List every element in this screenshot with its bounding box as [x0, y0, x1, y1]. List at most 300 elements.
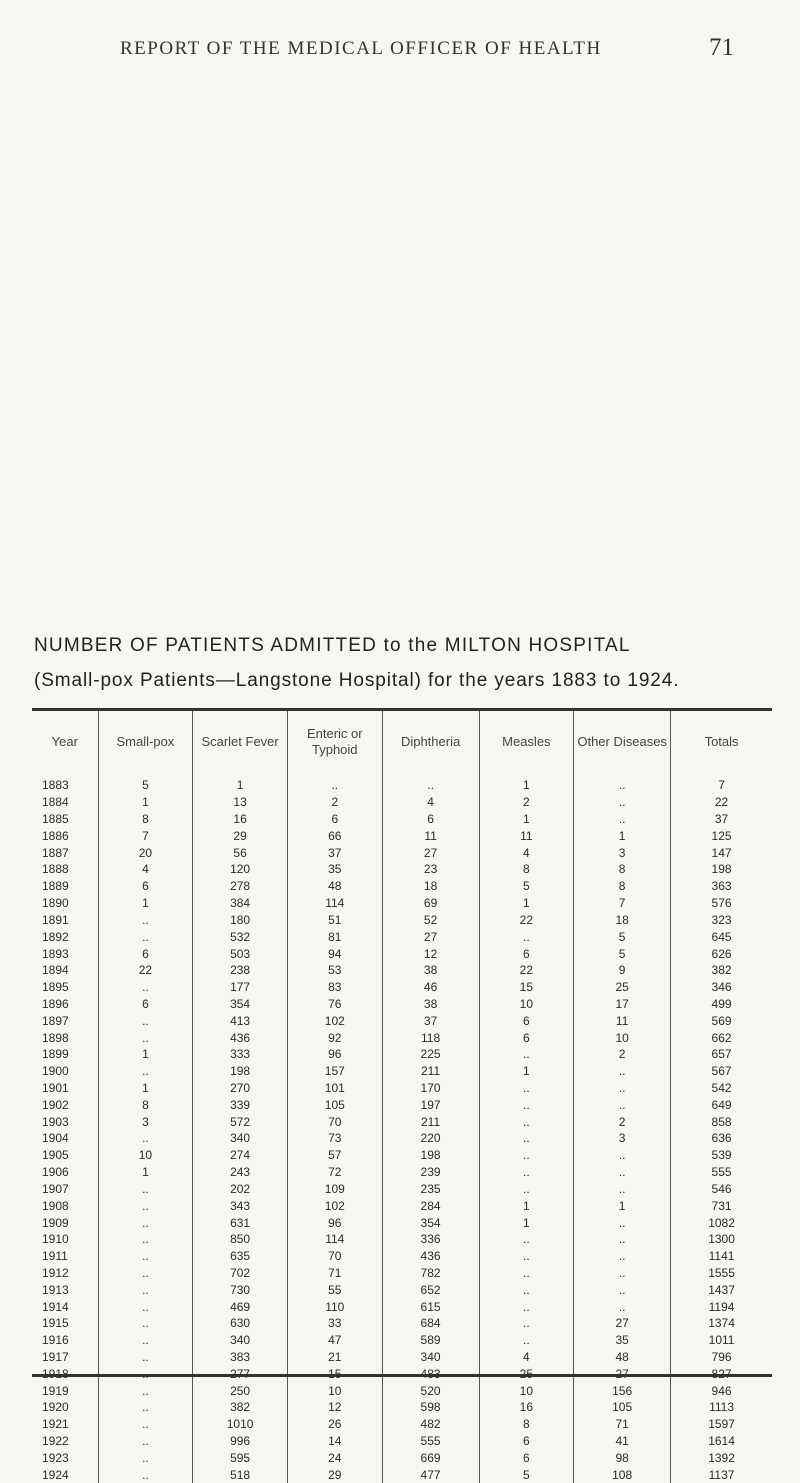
table-cell: 649 [671, 1096, 772, 1113]
table-cell: 8 [574, 878, 671, 895]
year-cell: 1920 [42, 1400, 69, 1415]
table-row [32, 1248, 772, 1265]
table-cell: 340 [382, 1349, 479, 1366]
table-cell: 27 [382, 928, 479, 945]
table-cell: 539 [671, 1147, 772, 1164]
column-header: Other Diseases [574, 711, 671, 773]
year-cell: 1895 [42, 980, 69, 995]
table-cell: .. [98, 1063, 193, 1080]
column-header: Scarlet Fever [193, 711, 288, 773]
year-cell: 1915 [42, 1316, 69, 1331]
table-cell: 731 [671, 1197, 772, 1214]
table-cell: 105 [287, 1096, 382, 1113]
table-cell: 782 [382, 1265, 479, 1282]
table-cell: 57 [287, 1147, 382, 1164]
table-cell: 16 [479, 1399, 574, 1416]
year-cell: 1894 [42, 963, 69, 978]
table-cell: 27 [382, 844, 479, 861]
table-cell: .. [479, 1147, 574, 1164]
table-row [32, 878, 772, 895]
table-cell: 13 [193, 794, 288, 811]
table-cell: .. [98, 1466, 193, 1483]
table-row [32, 1231, 772, 1248]
column-header: Measles [479, 711, 574, 773]
table-cell: 8 [479, 861, 574, 878]
table-cell: 11 [479, 827, 574, 844]
table-cell: 15 [479, 979, 574, 996]
table-cell: 645 [671, 928, 772, 945]
table-row [32, 1450, 772, 1467]
table-cell: 4 [479, 1349, 574, 1366]
table-cell: .. [382, 773, 479, 794]
table-cell: 684 [382, 1315, 479, 1332]
table-cell: 125 [671, 827, 772, 844]
year-cell: 1888 [42, 862, 69, 877]
table-cell: .. [574, 794, 671, 811]
table-cell: .. [98, 1399, 193, 1416]
table-cell: 542 [671, 1080, 772, 1097]
table-cell: 1 [98, 1080, 193, 1097]
table-cell: 35 [574, 1332, 671, 1349]
table-row [32, 861, 772, 878]
table-cell: 239 [382, 1164, 479, 1181]
table-cell: 2 [574, 1113, 671, 1130]
table-cell: 56 [193, 844, 288, 861]
table-cell: 10 [479, 1382, 574, 1399]
table-cell: 38 [382, 996, 479, 1013]
table-cell: 6 [479, 1029, 574, 1046]
table-cell: 198 [193, 1063, 288, 1080]
table-cell: 10 [479, 996, 574, 1013]
table-cell: 615 [382, 1298, 479, 1315]
table-cell: 1 [479, 1214, 574, 1231]
table-cell: 946 [671, 1382, 772, 1399]
year-cell: 1904 [42, 1131, 69, 1146]
table-cell: 6 [479, 1012, 574, 1029]
table-cell: 1 [193, 773, 288, 794]
table-cell: 220 [382, 1130, 479, 1147]
year-cell: 1892 [42, 929, 69, 944]
table-cell: 6 [479, 1450, 574, 1467]
table-cell: 631 [193, 1214, 288, 1231]
table-cell: 198 [382, 1147, 479, 1164]
table-cell: 5 [479, 1466, 574, 1483]
table-cell: 110 [287, 1298, 382, 1315]
admissions-table [32, 711, 772, 1483]
year-cell: 1909 [42, 1215, 69, 1230]
table-cell: 730 [193, 1281, 288, 1298]
table-cell: 469 [193, 1298, 288, 1315]
year-cell: 1919 [42, 1383, 69, 1398]
table-cell: 576 [671, 895, 772, 912]
table-cell: 1 [479, 773, 574, 794]
table-subtitle: (Small-pox Patients—Langstone Hospital) for the years 1883 to 1924. [34, 670, 680, 691]
table-cell: .. [98, 1332, 193, 1349]
table-cell: 29 [193, 827, 288, 844]
table-cell: 630 [193, 1315, 288, 1332]
table-cell: 1141 [671, 1248, 772, 1265]
table-cell: 354 [193, 996, 288, 1013]
year-cell: 1911 [42, 1249, 68, 1264]
table-cell: 5 [574, 945, 671, 962]
table-cell: 105 [574, 1399, 671, 1416]
table-cell: 572 [193, 1113, 288, 1130]
table-row [32, 1349, 772, 1366]
table-cell: 46 [382, 979, 479, 996]
table-cell: 1392 [671, 1450, 772, 1467]
table-cell: 1374 [671, 1315, 772, 1332]
table-row [32, 1080, 772, 1097]
table-cell: 18 [382, 878, 479, 895]
table-title: NUMBER OF PATIENTS ADMITTED to the MILTON HOSPITAL [34, 635, 631, 656]
table-cell: 94 [287, 945, 382, 962]
table-cell: 4 [479, 844, 574, 861]
table-row [32, 996, 772, 1013]
table-cell: 3 [574, 1130, 671, 1147]
table-cell: .. [479, 1298, 574, 1315]
table-cell: 8 [98, 811, 193, 828]
table-cell: 238 [193, 962, 288, 979]
table-cell: .. [479, 1315, 574, 1332]
table-cell: 27 [574, 1315, 671, 1332]
table-cell: .. [574, 1096, 671, 1113]
table-cell: 6 [382, 811, 479, 828]
table-cell: .. [98, 1416, 193, 1433]
table-cell: 595 [193, 1450, 288, 1467]
table-cell: 1010 [193, 1416, 288, 1433]
table-cell: .. [479, 1231, 574, 1248]
table-cell: 66 [287, 827, 382, 844]
table-cell: 520 [382, 1382, 479, 1399]
year-cell: 1906 [42, 1165, 69, 1180]
table-cell: 202 [193, 1181, 288, 1198]
table-cell: 22 [98, 962, 193, 979]
table-row [32, 844, 772, 861]
table-cell: 250 [193, 1382, 288, 1399]
table-cell: 8 [574, 861, 671, 878]
table-cell: 29 [287, 1466, 382, 1483]
year-cell: 1908 [42, 1198, 69, 1213]
year-cell: 1887 [42, 845, 69, 860]
column-header: Year [51, 734, 78, 749]
table-cell: .. [98, 1214, 193, 1231]
table-cell: 1 [98, 895, 193, 912]
year-cell: 1917 [42, 1350, 69, 1365]
table-cell: 211 [382, 1063, 479, 1080]
table-cell: 10 [574, 1029, 671, 1046]
table-row [32, 1029, 772, 1046]
table-row [32, 962, 772, 979]
table-cell: 76 [287, 996, 382, 1013]
table-row [32, 1130, 772, 1147]
table-row [32, 1298, 772, 1315]
table-cell: 343 [193, 1197, 288, 1214]
table-cell: .. [98, 1248, 193, 1265]
table-cell: 354 [382, 1214, 479, 1231]
table-cell: 37 [287, 844, 382, 861]
table-cell: 53 [287, 962, 382, 979]
table-cell: 339 [193, 1096, 288, 1113]
table-cell: 436 [193, 1029, 288, 1046]
table-cell: 6 [479, 1433, 574, 1450]
table-cell: .. [479, 1281, 574, 1298]
table-cell: 73 [287, 1130, 382, 1147]
table-cell: 5 [98, 773, 193, 794]
table-cell: 81 [287, 928, 382, 945]
table-cell: 47 [287, 1332, 382, 1349]
table-cell: 69 [382, 895, 479, 912]
table-row [32, 827, 772, 844]
table-cell: .. [98, 1382, 193, 1399]
year-cell: 1898 [42, 1030, 69, 1045]
table-cell: 1194 [671, 1298, 772, 1315]
table-cell: 1 [574, 1197, 671, 1214]
year-cell: 1902 [42, 1097, 69, 1112]
table-cell: 1 [479, 895, 574, 912]
table-row [32, 1382, 772, 1399]
table-cell: .. [98, 928, 193, 945]
table-cell: 518 [193, 1466, 288, 1483]
table-cell: 11 [574, 1012, 671, 1029]
table-cell: 24 [287, 1450, 382, 1467]
table-cell: 383 [193, 1349, 288, 1366]
table-cell: 796 [671, 1349, 772, 1366]
table-cell: .. [287, 773, 382, 794]
table-cell: 499 [671, 996, 772, 1013]
table-cell: 340 [193, 1332, 288, 1349]
table-cell: 109 [287, 1181, 382, 1198]
year-cell: 1900 [42, 1064, 69, 1079]
table-cell: 6 [98, 945, 193, 962]
table-cell: .. [98, 1012, 193, 1029]
table-cell: 170 [382, 1080, 479, 1097]
table-cell: 25 [574, 979, 671, 996]
year-cell: 1922 [42, 1434, 69, 1449]
table-cell: .. [574, 1231, 671, 1248]
year-cell: 1914 [42, 1299, 69, 1314]
table-row [32, 1399, 772, 1416]
table-cell: 72 [287, 1164, 382, 1181]
table-cell: 482 [382, 1416, 479, 1433]
table-cell: 18 [574, 912, 671, 929]
table-cell: .. [574, 1080, 671, 1097]
table-cell: 12 [382, 945, 479, 962]
table-cell: 55 [287, 1281, 382, 1298]
table-cell: .. [98, 1298, 193, 1315]
table-row [32, 1113, 772, 1130]
table-cell: 6 [479, 945, 574, 962]
table-cell: 6 [287, 811, 382, 828]
table-cell: 11 [382, 827, 479, 844]
column-header: Enteric or Typhoid [287, 711, 382, 773]
table-cell: 108 [574, 1466, 671, 1483]
table-cell: .. [98, 1265, 193, 1282]
table-cell: 48 [574, 1349, 671, 1366]
table-cell: 7 [671, 773, 772, 794]
table-cell: 26 [287, 1416, 382, 1433]
table-cell: 2 [287, 794, 382, 811]
year-cell: 1896 [42, 996, 69, 1011]
year-cell: 1886 [42, 828, 69, 843]
table-cell: .. [479, 1113, 574, 1130]
year-cell: 1901 [42, 1081, 69, 1096]
table-cell: 323 [671, 912, 772, 929]
table-cell: .. [574, 1265, 671, 1282]
year-cell: 1891 [42, 912, 69, 927]
table-cell: 5 [479, 878, 574, 895]
table-cell: .. [574, 1164, 671, 1181]
table-cell: .. [574, 1063, 671, 1080]
table-cell: 669 [382, 1450, 479, 1467]
table-cell: 657 [671, 1046, 772, 1063]
year-cell: 1903 [42, 1114, 69, 1129]
page-number: 71 [709, 34, 734, 61]
table-cell: 413 [193, 1012, 288, 1029]
table-cell: .. [479, 1164, 574, 1181]
table-cell: .. [98, 1281, 193, 1298]
table-cell: 1555 [671, 1265, 772, 1282]
table-cell: 436 [382, 1248, 479, 1265]
table-cell: 702 [193, 1265, 288, 1282]
table-cell: 118 [382, 1029, 479, 1046]
column-header: Totals [671, 711, 772, 773]
table-row [32, 945, 772, 962]
table-cell: 71 [287, 1265, 382, 1282]
table-row [32, 928, 772, 945]
table-cell: .. [479, 1096, 574, 1113]
table-cell: 102 [287, 1197, 382, 1214]
table-cell: 636 [671, 1130, 772, 1147]
table-cell: 114 [287, 1231, 382, 1248]
column-header: Small-pox [98, 711, 193, 773]
table-cell: .. [98, 1231, 193, 1248]
table-cell: .. [98, 912, 193, 929]
table-cell: 177 [193, 979, 288, 996]
table-row [32, 1046, 772, 1063]
table-cell: 92 [287, 1029, 382, 1046]
table-row [32, 1466, 772, 1483]
table-cell: 1011 [671, 1332, 772, 1349]
table-cell: 274 [193, 1147, 288, 1164]
table-cell: 6 [98, 996, 193, 1013]
table-cell: 635 [193, 1248, 288, 1265]
table-row [32, 1012, 772, 1029]
table-cell: 10 [287, 1382, 382, 1399]
table-cell: 996 [193, 1433, 288, 1450]
table-cell: .. [479, 1046, 574, 1063]
table-cell: 333 [193, 1046, 288, 1063]
table-cell: .. [479, 1130, 574, 1147]
column-header: Diphtheria [382, 711, 479, 773]
table-cell: 70 [287, 1248, 382, 1265]
table-row [32, 811, 772, 828]
table-cell: .. [574, 1214, 671, 1231]
table-cell: 98 [574, 1450, 671, 1467]
table-cell: 22 [479, 962, 574, 979]
table-cell: .. [479, 1265, 574, 1282]
table-cell: 10 [98, 1147, 193, 1164]
table-cell: 555 [382, 1433, 479, 1450]
table-cell: 37 [671, 811, 772, 828]
table-cell: 51 [287, 912, 382, 929]
table-cell: 8 [479, 1416, 574, 1433]
table-cell: 20 [98, 844, 193, 861]
table-cell: 37 [382, 1012, 479, 1029]
table-cell: 33 [287, 1315, 382, 1332]
table-cell: 8 [98, 1096, 193, 1113]
table-cell: .. [479, 1080, 574, 1097]
table-cell: 850 [193, 1231, 288, 1248]
table-cell: 1137 [671, 1466, 772, 1483]
table-cell: 382 [671, 962, 772, 979]
table-cell: 14 [287, 1433, 382, 1450]
table-cell: 70 [287, 1113, 382, 1130]
table-row [32, 794, 772, 811]
table-row [32, 1164, 772, 1181]
table-cell: 382 [193, 1399, 288, 1416]
table-cell: 589 [382, 1332, 479, 1349]
table-cell: 3 [574, 844, 671, 861]
table-cell: 662 [671, 1029, 772, 1046]
table-cell: 1082 [671, 1214, 772, 1231]
year-cell: 1890 [42, 896, 69, 911]
table-cell: 1113 [671, 1399, 772, 1416]
table-cell: 102 [287, 1012, 382, 1029]
year-cell: 1889 [42, 879, 69, 894]
table-cell: .. [574, 1281, 671, 1298]
table-cell: 197 [382, 1096, 479, 1113]
year-cell: 1916 [42, 1333, 69, 1348]
table-cell: .. [98, 1181, 193, 1198]
table-cell: 23 [382, 861, 479, 878]
year-cell: 1905 [42, 1148, 69, 1163]
table-cell: 35 [287, 861, 382, 878]
table-row [32, 912, 772, 929]
table-cell: .. [574, 1248, 671, 1265]
table-row [32, 1265, 772, 1282]
table-cell: 12 [287, 1399, 382, 1416]
year-cell: 1884 [42, 795, 69, 810]
table-cell: .. [98, 1029, 193, 1046]
table-cell: .. [574, 1298, 671, 1315]
table-row [32, 1096, 772, 1113]
table-bottom-rule [32, 1374, 772, 1377]
table-cell: 1614 [671, 1433, 772, 1450]
table-cell: 598 [382, 1399, 479, 1416]
year-cell: 1913 [42, 1282, 69, 1297]
table-row [32, 1197, 772, 1214]
table-cell: 503 [193, 945, 288, 962]
table-cell: 235 [382, 1181, 479, 1198]
year-cell: 1907 [42, 1181, 69, 1196]
year-cell: 1893 [42, 946, 69, 961]
table-row [32, 1214, 772, 1231]
table-cell: .. [98, 1349, 193, 1366]
table-cell: 52 [382, 912, 479, 929]
table-cell: .. [98, 1450, 193, 1467]
table-cell: 2 [479, 794, 574, 811]
table-cell: 270 [193, 1080, 288, 1097]
year-cell: 1885 [42, 812, 69, 827]
table-cell: 546 [671, 1181, 772, 1198]
table-cell: 1 [479, 811, 574, 828]
table-cell: 5 [574, 928, 671, 945]
table-cell: 180 [193, 912, 288, 929]
table-cell: 336 [382, 1231, 479, 1248]
table-cell: 652 [382, 1281, 479, 1298]
table-cell: 17 [574, 996, 671, 1013]
table-cell: 7 [98, 827, 193, 844]
